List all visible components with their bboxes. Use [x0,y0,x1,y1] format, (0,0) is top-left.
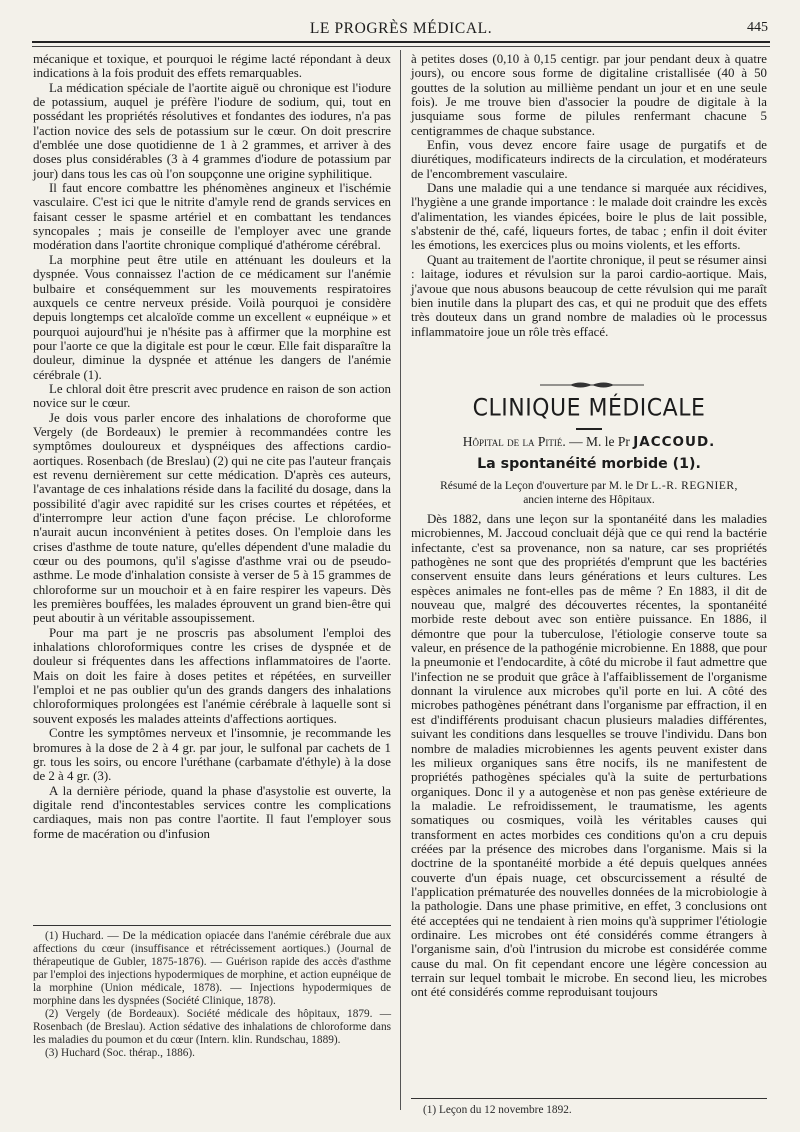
hospital-line [411,434,767,450]
header-rule-thick [32,41,770,43]
header-rule-thin [32,46,770,47]
paragraph: Quant au traitement de l'aortite chronique, il peut se résumer ainsi : laitage, iodures et révulsion sur la paroi cardio-aortique. Mais, j'avoue que nous abusons beaucoup de cette révulsion qui me paraît bien inutile dans la plupart des cas, et qui ne produit que des effets très douteux dans un grand nombre de maladies où le processus inflammatoire joue un rôle très effacé. [411,252,767,339]
page-number: 445 [747,20,768,35]
running-header [32,18,770,42]
paragraph: Il faut encore combattre les phénomènes angineux et l'ischémie vasculaire. C'est ici que le nitrite d'amyle rend de grands services en faisant cesser le spasme artériel et en combattant les tendances syncopales ; mais je conseille de l'employer avec une grande modération dans l'aortite chronique compliqué d'athérome cérébral. [33,181,391,253]
hospital-name: Hôpital de la Pitié. [462,434,566,449]
left-footnotes [33,930,391,1060]
paragraph: A la dernière période, quand la phase d'asystolie est ouverte, la digitale rend d'incontestables services contre les complications cardiaques, mais non pas contre l'aortite. Il faut l'employer sous forme de macération ou d'infusion [33,783,391,841]
paragraph: Dès 1882, dans une leçon sur la spontanéité dans les maladies microbiennes, M. Jaccoud concluait déjà que ce qui rend la bactérie infectante, c'est sa provenance, non sa nature, car ses propriétés pathogènes ne sont que des propriétés d'emprunt que les bactéries conservent ensuite dans leurs générations et leurs cultures. Les espèces animales ne font-elles pas de même ? En 1883, il dit de nouveau que, malgré des découvertes récentes, la spontanéité morbide reste debout avec son entière puissance. En 1886, il démontre que pour la tuberculose, l'étiologie conserve toute sa valeur, en présence de la pathogénie microbienne. En 1888, que pour la pneumonie et l'endocardite, à côté du microbe il faut admettre que l'infection ne se produit que grâce à l'affaiblissement de l'organisme donnant la virulence aux microbes qu'il porte en lui. A côté des microbes pathogènes pénétrant dans l'organisme par effraction, il en est d'indifférents produisant chacun plusieurs maladies différentes, suivant les conditions dans lesquelles se trouve l'individu. Dans bon nombre de maladies microbiennes les agents peuvent exister dans les milieux organiques sans être nocifs, ils ne manifestent de propriétés pathogènes spéciales qu'à la suite de perturbations organiques. Donc il y a autogenèse et non pas genèse extérieure de la maladie. Le refroidissement, le traumatisme, les agents somatiques ou cosmiques, voilà les véritables causes qui transforment en actes morbides ces conditions qu'on a cru depuis créées par la présence des microbes dans l'organisme. Mais si la doctrine de la spontanéité morbide a été depuis quelques années couverte d'un épais nuage, cet obscurcissement a résulté de l'application prématurée des nouvelles données de la microbiologie à la pathologie. Dans une phase primitive, en effet, 3 conclusions ont été acceptées qui ne tendaient à rien moins qu'à supprimer l'étiologie ordinaire. Les microbes ont été considérés comme étrangers à l'organisme sain, d'où l'intrusion du microbe est considérée comme cause du mal. On fit cependant encore une légère concession au terrain sur lequel tombait le microbe. En second lieu, les microbes ont été considérés comme reproduisant toujours [411,512,767,1000]
paragraph: Enfin, vous devez encore faire usage de purgatifs et de diurétiques, modificateurs indirects de la circulation, et modérateurs de l'encombrement vasculaire. [411,138,767,181]
footnote: (1) Leçon du 12 novembre 1892. [423,1104,572,1116]
paragraph: à petites doses (0,10 à 0,15 centigr. par jour pendant deux à quatre jours), ou encore sous forme de digitaline cristallisée (40 à 50 gouttes de la solution au millième pendant un jour et en une seule fois). Je me trouve bien d'associer la poudre de digitale à la jusquiame sous forme de pilules renfermant chacune 5 centigrammes de chaque substance. [411,52,767,138]
paragraph: mécanique et toxique, et pourquoi le régime lacté répondant à deux indications à la fois produit des effets remarquables. [33,52,391,81]
right-footnotes [411,1104,767,1117]
paragraph: Je dois vous parler encore des inhalations de choroforme que Vergely (de Bordeaux) le premier à recommandées contre les symptômes douloureux et dyspnéiques des affections cardio-aortiques. Rosenbach (de Breslau) (2) qui ne cite pas l'auteur français est revenu dernièrement sur cette médication. D'après ces auteurs, l'avantage de ces inhalations réside dans la facilité du dosage, dans la possibilité d'agir avec rapidité sur les crises courtes et répétées, et d'interrompre leur action d'une façon précise. Le chloroforme n'aurait aucun inconvénient à petites doses. On l'emploie dans les crises d'asthme de toute nature, qu'elles dépendent d'une maladie du cœur ou des poumons, qu'il s'agisse d'asthme vrai ou de pseudo-asthme. Le mode d'inhalation consiste à verser de 5 à 15 grammes de chloroforme sur un mouchoir et à en faire respirer les vapeurs. Dès les premières bouffées, les malades éprouvent un grand bien-être qui peut aboutir à un véritable assoupissement. [33,410,391,626]
professor-name: JACCOUD. [633,434,716,450]
left-column [33,52,391,841]
section-title: CLINIQUE MÉDICALE [472,394,706,423]
section-title-rule [576,428,602,430]
resume-role: ancien interne des Hôpitaux. [523,493,655,506]
footnote: (2) Vergely (de Bordeaux). Société médicale des hôpitaux, 1879. — Rosenbach (de Breslau). Action sédative des inhalations de chloroforme dans les maladies du poumon et du cœur (Intern. klin. Rundschau, 1889). [33,1008,391,1046]
hospital-sep: — M. le Pr [565,434,634,449]
section-ornament [540,380,644,390]
paragraph: La médication spéciale de l'aortite aiguë ou chronique est l'iodure de potassium, auquel je préfère l'iodure de sodium, qui, tout en possédant les propriétés résolutives et fondantes des iodures, n'a pas l'action novice des sels de potassium sur le cœur. On doit prescrire d'emblée une dose quotidienne de 1 à 2 grammes, et arriver à des doses plus considérables (3 à 4 grammes d'iodure de potassium par jour) dans tous les cas où l'on soupçonne une origine syphilitique. [33,80,391,181]
paragraph: Le chloral doit être prescrit avec prudence en raison de son action novice sur le cœur. [33,381,391,411]
resume-text: Résumé de la Leçon d'ouverture par M. le Dr [440,480,652,492]
column-divider [400,50,401,1110]
right-column-bottom [411,512,767,1000]
resume-author: L.-R. REGNIER, [651,480,738,492]
paragraph: Pour ma part je ne proscris pas absolument l'emploi des inhalations chloroformiques contre les crises de dyspnée et de douleur si fréquentes dans les affections inflammatoires de l'aorte. Mais on doit les faire à doses petites et répétées, en surveiller l'emploi et ne pas oublier qu'un des grands dangers des inhalations chloroformiques prolongées est l'anémie cérébrale à laquelle sont si souvent exposés les malades atteints d'affections aortiques. [33,625,391,726]
journal-title: LE PROGRÈS MÉDICAL. [309,20,493,37]
lecture-subtitle: La spontanéité morbide (1). [477,456,701,472]
footnote: (3) Huchard (Soc. thérap., 1886). [45,1047,195,1059]
right-column-top [411,52,767,339]
paragraph: Contre les symptômes nerveux et l'insomnie, je recommande les bromures à la dose de 2 à 4 gr. par jour, le sulfonal par cachets de 1 gr. tous les soirs, ou encore l'uréthane (carbamate d'éthyle) à la dose de 2 à 4 gr. (3). [33,726,391,784]
paragraph: Dans une maladie qui a une tendance si marquée aux récidives, l'hygiène a une grande importance : le malade doit craindre les excès d'alimentation, les viandes épicées, boire le plus de lait possible, s'abstenir de thé, café, liqueurs fortes, de tabac ; enfin il doit éviter les émotions, les exercices plus ou moins violents, et les efforts. [411,181,767,253]
footnote: (1) Huchard. — De la médication opiacée dans l'anémie cérébrale due aux affections du cœur (insuffisance et rétrécissement aortiques.) (Journal de thérapeutique de Gubler, 1875-1876). — Guérison rapide des accès d'asthme par l'emploi des injections hypodermiques de morphine, et action eupnéique de la morphine (Union médicale, 1878). — Injections hypodermiques de morphine dans les dyspnées (Société Clinique, 1878). [33,930,391,1007]
paragraph: La morphine peut être utile en atténuant les douleurs et la dyspnée. Vous connaissez l'action de ce médicament sur l'anémie bulbaire et conséquemment sur les mouvements respiratoires auxquels ce centre nerveux préside. Voilà pourquoi je considère depuis longtemps cet alcaloïde comme un excellent « eupnéique » et pourquoi aujourd'hui je n'hésite pas à affirmer que la morphine est pour l'aorte ce que la digitale est pour le cœur. Elle fait disparaître la douleur, diminue la dyspnée et atténue les dangers de l'anémie cérébrale (1). [33,252,391,382]
resume-line [411,480,767,507]
footnote-rule [411,1098,767,1099]
footnote-rule [33,925,391,926]
